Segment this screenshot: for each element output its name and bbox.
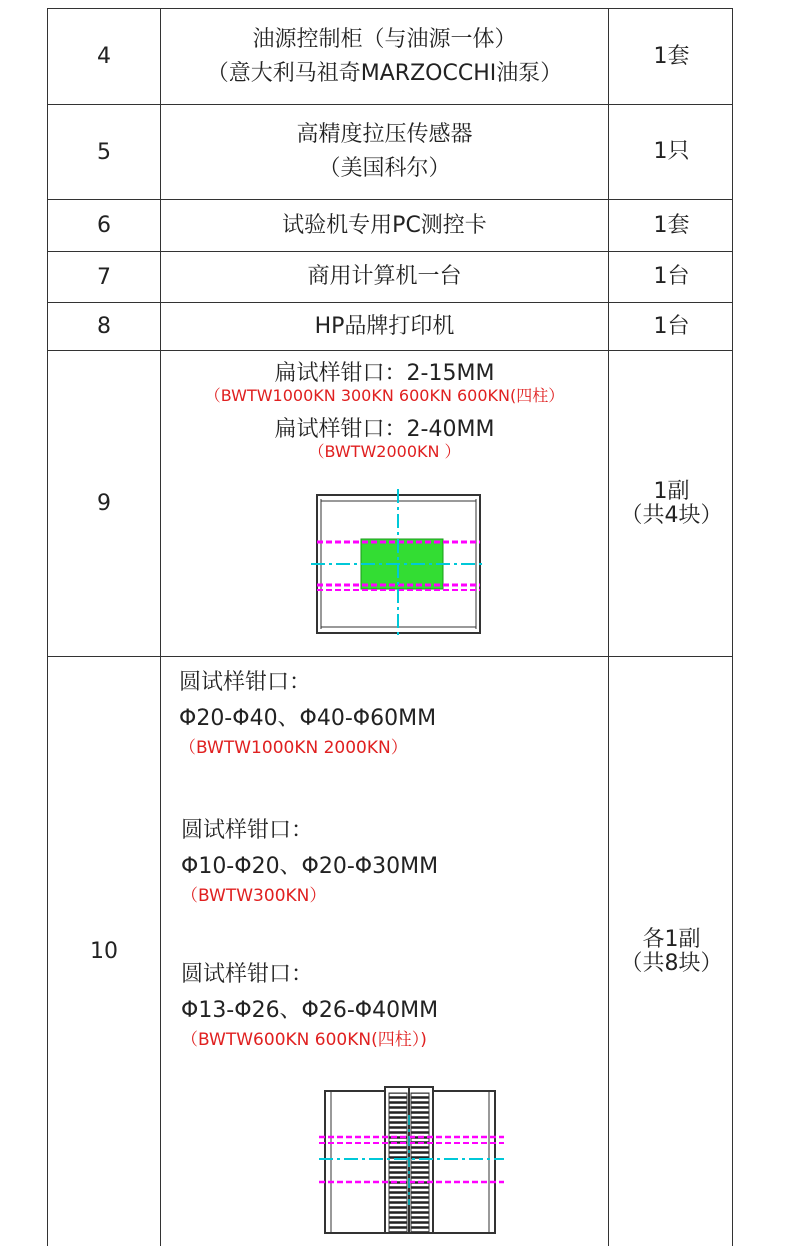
item-name-cell <box>161 657 609 1246</box>
round-jaw-drawing <box>319 1085 504 1235</box>
model-list: （BWTW1000KN 2000KN） <box>179 738 408 758</box>
row-number-cell <box>48 105 161 199</box>
item-name-cell <box>161 200 609 251</box>
item-name-cell <box>161 9 609 104</box>
flat-jaw-spec: 扁试样钳口：2-40MM <box>274 417 495 442</box>
round-jaw-title: 圆试样钳口： <box>179 670 312 695</box>
flat-jaw-spec: 扁试样钳口：2-15MM <box>274 361 495 386</box>
model-list: （BWTW2000KN ） <box>308 442 461 461</box>
quantity-cell <box>609 200 734 251</box>
table-row <box>47 302 733 350</box>
row-number-cell <box>48 252 161 302</box>
row-number: 10 <box>90 939 118 964</box>
row-number: 7 <box>97 264 111 290</box>
round-jaw-spec: Φ20-Φ40、Φ40-Φ60MM <box>179 706 437 731</box>
round-jaw-group <box>181 957 438 1051</box>
round-jaw-spec: Φ10-Φ20、Φ20-Φ30MM <box>181 854 439 879</box>
model-list: （BWTW300KN） <box>181 886 327 906</box>
row-number-cell <box>48 200 161 251</box>
quantity-cell <box>609 657 734 1246</box>
quantity: 1套 <box>653 212 690 238</box>
table-row <box>47 199 733 251</box>
item-name-line: 油源控制柜（与油源一体） <box>252 26 517 52</box>
quantity: 各1副 <box>642 926 701 952</box>
item-name: HP品牌打印机 <box>314 313 455 339</box>
item-name-cell <box>161 105 609 199</box>
quantity: 1台 <box>653 313 690 339</box>
flat-jaw-drawing <box>311 489 486 639</box>
round-jaw-group <box>181 813 438 907</box>
quantity-note: （共4块） <box>620 502 723 528</box>
item-name-cell <box>161 303 609 350</box>
row-number-cell <box>48 303 161 350</box>
item-name-cell <box>161 252 609 302</box>
row-number: 5 <box>97 139 111 165</box>
quantity: 1套 <box>653 43 690 69</box>
item-name-line: 高精度拉压传感器 <box>296 122 473 147</box>
round-jaw-group <box>179 665 436 759</box>
quantity: 1台 <box>653 264 690 289</box>
item-name: 商用计算机一台 <box>307 264 462 289</box>
round-jaw-title: 圆试样钳口： <box>181 818 314 843</box>
table-row <box>47 350 733 656</box>
row-number-cell <box>48 657 161 1246</box>
quantity: 1只 <box>653 139 690 164</box>
item-name: 试验机专用PC测控卡 <box>282 212 487 238</box>
row-number: 6 <box>97 213 111 238</box>
model-list: （BWTW600KN 600KN(四柱）) <box>181 1030 427 1050</box>
quantity-note: （共8块） <box>620 950 723 976</box>
quantity: 1副 <box>653 478 690 504</box>
table-row <box>47 251 733 302</box>
row-number: 9 <box>97 491 111 516</box>
item-name-line: （意大利马祖奇MARZOCCHI油泵） <box>206 60 563 86</box>
table-row <box>47 8 733 104</box>
quantity-cell <box>609 105 734 199</box>
row-number: 8 <box>97 314 111 339</box>
row-number-cell <box>48 351 161 656</box>
table-row <box>47 656 733 1246</box>
model-list: （BWTW1000KN 300KN 600KN 600KN(四柱） <box>204 386 565 405</box>
quantity-cell <box>609 252 734 302</box>
item-name-cell <box>161 351 609 656</box>
quantity-cell <box>609 351 734 656</box>
quantity-cell <box>609 303 734 350</box>
row-number: 4 <box>97 44 111 69</box>
round-jaw-spec: Φ13-Φ26、Φ26-Φ40MM <box>181 998 439 1023</box>
row-number-cell <box>48 9 161 104</box>
round-jaw-title: 圆试样钳口： <box>181 962 314 987</box>
table-row <box>47 104 733 199</box>
quantity-cell <box>609 9 734 104</box>
item-name-line: （美国科尔） <box>318 156 451 181</box>
